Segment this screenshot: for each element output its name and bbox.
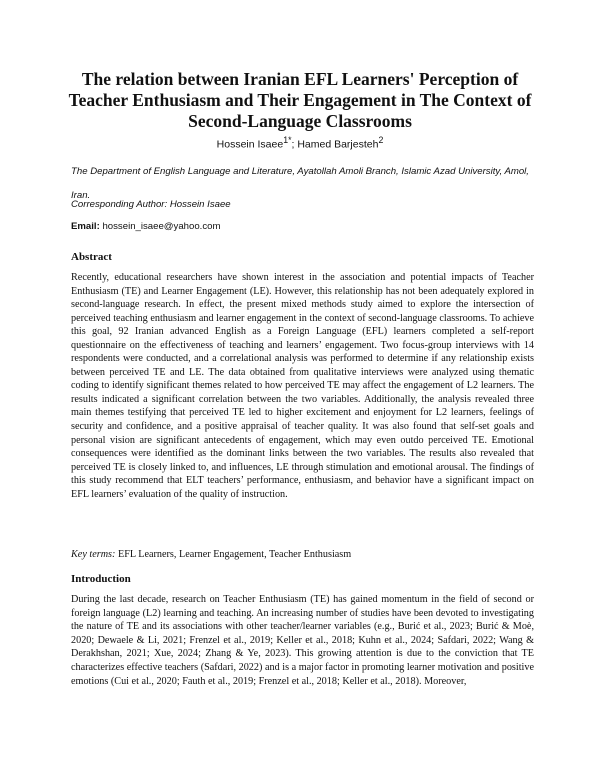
introduction-heading: Introduction xyxy=(71,573,131,585)
author-line xyxy=(0,135,600,151)
author-superscript: 1* xyxy=(283,135,292,145)
key-terms-value: EFL Learners, Learner Engagement, Teacher Enthusiasm xyxy=(115,549,352,560)
affiliation: The Department of English Language and Literature, Ayatollah Amoli Branch, Islamic Azad University, Amol, Iran. xyxy=(71,166,529,201)
paper-title: The relation between Iranian EFL Learners' Perception of Teacher Enthusiasm and Their Engagement in The Context of Second-Language Classrooms xyxy=(68,69,532,131)
author-separator: ; xyxy=(291,138,298,151)
email-label: Email: xyxy=(71,221,100,232)
author-name: Hossein Isaee xyxy=(216,138,284,151)
abstract-text: Recently, educational researchers have shown interest in the association and potential impacts of Teacher Enthusiasm (TE) and Learner Engagement (LE). However, this relationship has not been adequately explored in second-language research. In effect, the present mixed methods study aimed to explore the intersection of perceived teaching enthusiasm and learner engagement in the context of second-language classrooms. To achieve this goal, 92 Iranian advanced English as a Foreign Language (EFL) learners completed a self-report questionnaire on the effectiveness of teaching and learners’ engagement. Two focus-group interviews with 14 respondents were conducted, and a correlational analysis was performed to determine if any relationship exists between perceived TE and LE. The data obtained from qualitative interviews were analyzed using thematic coding to identify significant themes related to how perceived TE may affect the engagement of L2 learners. The results indicated a significant correlation between the two variables. Additionally, the analysis revealed three main themes testifying that perceived TE led to higher excitement and enjoyment for L2 learners, feelings of security and confidence, and a positive appraisal of teacher quality. It was also found that self-set goals and personal vision are significant antecedents of engagement, which may even outdo perceived TE. Emotional consequences were identified as the dominant links between the two variables. The results also revealed that perceived TE is closely linked to, and influences, LE through stimulation and emotional arousal. The findings of this study recommend that ELT teachers’ performance, enthusiasm, and behavior have a significant impact on EFL learners’ evaluation of the quality of instruction. xyxy=(71,272,534,500)
email-address[interactable]: hossein_isaee@yahoo.com xyxy=(102,221,221,232)
author-superscript: 2 xyxy=(378,135,384,145)
abstract-heading: Abstract xyxy=(71,251,112,263)
author-name: Hamed Barjesteh xyxy=(297,138,379,151)
corresponding-author: Corresponding Author: Hossein Isaee xyxy=(71,199,231,210)
key-terms-label: Key terms: xyxy=(71,549,116,560)
key-terms xyxy=(71,549,534,560)
email-line xyxy=(71,221,220,232)
introduction-text: During the last decade, research on Teacher Enthusiasm (TE) has gained momentum in the field of second or foreign language (L2) learning and teaching. An increasing number of studies have been devoted to investigating the nature of TE and its associations with other teacher/learner variables (e.g., Burić et al., 2023; Burić & Moè, 2020; Dewaele & Li, 2021; Frenzel et al., 2019; Keller et al., 2018; Kuhn et al., 2024; Safdari, 2022; Wang & Derakhshan, 2021; Xue, 2024; Zhang & Ye, 2023). This growing attention is due to the conviction that TE characterizes effective teachers (Safdari, 2022) and is a major factor in promoting learner motivation and positive emotions (Cui et al., 2020; Fauth et al., 2019; Frenzel et al., 2018; Keller et al., 2018). Moreover, xyxy=(71,594,534,687)
